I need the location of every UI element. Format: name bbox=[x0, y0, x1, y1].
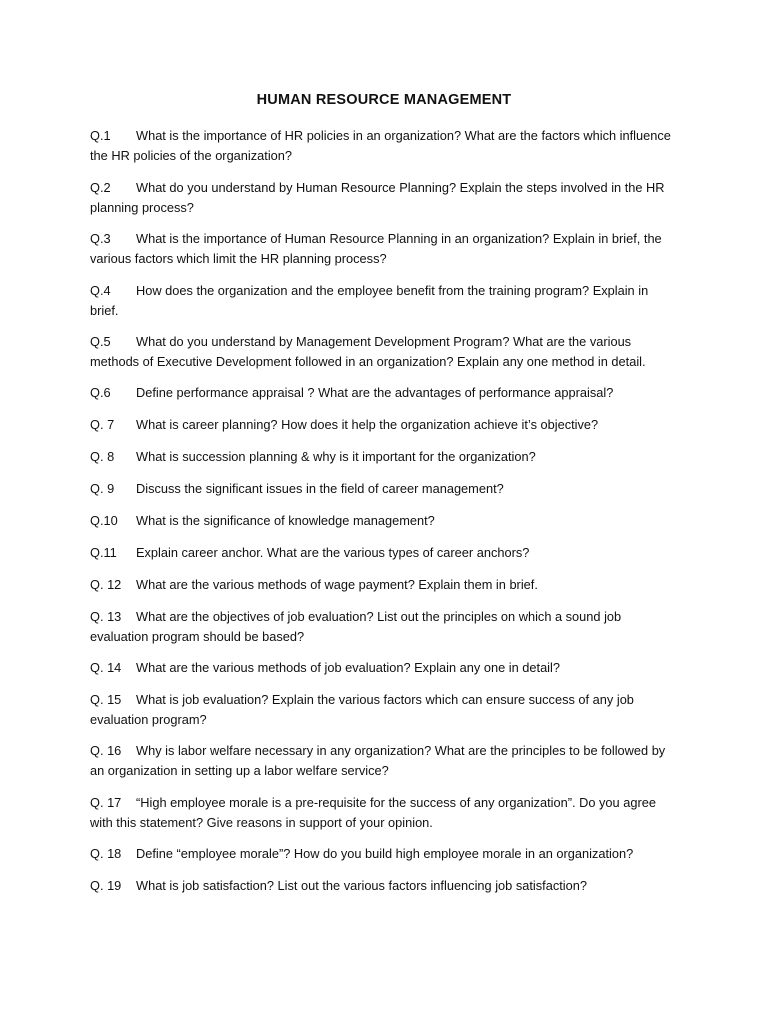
question-3 bbox=[90, 229, 680, 268]
question-7 bbox=[90, 415, 680, 435]
question-2 bbox=[90, 178, 680, 217]
question-text: What is job satisfaction? List out the various factors influencing job satisfaction? bbox=[136, 878, 587, 893]
question-text: What is career planning? How does it help the organization achieve it’s objective? bbox=[136, 417, 599, 432]
question-18 bbox=[90, 844, 680, 864]
question-text: Why is labor welfare necessary in any organization? What are the principles to be followed by an organization in setting up a labor welfare service? bbox=[90, 743, 666, 778]
question-10 bbox=[90, 511, 680, 531]
question-number: Q.1 bbox=[90, 128, 111, 143]
question-6 bbox=[90, 383, 680, 403]
question-14 bbox=[90, 658, 680, 678]
question-text: What is succession planning & why is it important for the organization? bbox=[136, 449, 536, 464]
question-text: What is the importance of Human Resource Planning in an organization? Explain in brief, the various factors which limit the HR planning process? bbox=[90, 231, 662, 266]
question-number: Q.10 bbox=[90, 513, 118, 528]
question-5 bbox=[90, 332, 680, 371]
question-text: Discuss the significant issues in the field of career management? bbox=[136, 481, 504, 496]
question-text: “High employee morale is a pre-requisite for the success of any organization”. Do you agree with this statement? Give reasons in support of your opinion. bbox=[90, 795, 656, 830]
question-text: What is job evaluation? Explain the various factors which can ensure success of any job evaluation program? bbox=[90, 692, 634, 727]
question-1 bbox=[90, 126, 680, 165]
question-8 bbox=[90, 447, 680, 467]
question-15 bbox=[90, 690, 680, 729]
question-number: Q. 9 bbox=[90, 481, 115, 496]
question-12 bbox=[90, 575, 680, 595]
question-text: What is the significance of knowledge management? bbox=[136, 513, 435, 528]
question-9 bbox=[90, 479, 680, 499]
question-number: Q. 17 bbox=[90, 795, 122, 810]
question-text: What are the various methods of wage payment? Explain them in brief. bbox=[136, 577, 538, 592]
question-number: Q. 18 bbox=[90, 846, 122, 861]
question-text: Define performance appraisal ? What are the advantages of performance appraisal? bbox=[136, 385, 614, 400]
question-number: Q. 7 bbox=[90, 417, 115, 432]
question-number: Q. 13 bbox=[90, 609, 122, 624]
question-number: Q. 14 bbox=[90, 660, 122, 675]
question-number: Q.11 bbox=[90, 545, 117, 560]
question-number: Q.4 bbox=[90, 283, 111, 298]
question-text: What are the various methods of job evaluation? Explain any one in detail? bbox=[136, 660, 560, 675]
question-text: Explain career anchor. What are the various types of career anchors? bbox=[136, 545, 530, 560]
question-number: Q. 16 bbox=[90, 743, 122, 758]
question-4 bbox=[90, 281, 680, 320]
question-text: Define “employee morale”? How do you build high employee morale in an organization? bbox=[136, 846, 634, 861]
question-number: Q.2 bbox=[90, 180, 111, 195]
question-11 bbox=[90, 543, 680, 563]
question-text: What are the objectives of job evaluation? List out the principles on which a sound job evaluation program should be based? bbox=[90, 609, 622, 644]
question-number: Q. 15 bbox=[90, 692, 122, 707]
question-text: What do you understand by Management Development Program? What are the various methods of Executive Development followed in an organization? Explain any one method in detail. bbox=[90, 334, 646, 369]
question-number: Q.6 bbox=[90, 385, 111, 400]
question-19 bbox=[90, 876, 680, 896]
question-text: What is the importance of HR policies in an organization? What are the factors which influence the HR policies of the organization? bbox=[90, 128, 671, 163]
question-number: Q. 8 bbox=[90, 449, 115, 464]
question-text: What do you understand by Human Resource Planning? Explain the steps involved in the HR planning process? bbox=[90, 180, 665, 215]
question-text: How does the organization and the employee benefit from the training program? Explain in brief. bbox=[90, 283, 649, 318]
question-number: Q. 12 bbox=[90, 577, 122, 592]
question-17 bbox=[90, 793, 680, 832]
question-16 bbox=[90, 741, 680, 780]
question-number: Q. 19 bbox=[90, 878, 122, 893]
question-13 bbox=[90, 607, 680, 646]
page-title: HUMAN RESOURCE MANAGEMENT bbox=[256, 92, 512, 108]
question-number: Q.5 bbox=[90, 334, 111, 349]
question-number: Q.3 bbox=[90, 231, 111, 246]
